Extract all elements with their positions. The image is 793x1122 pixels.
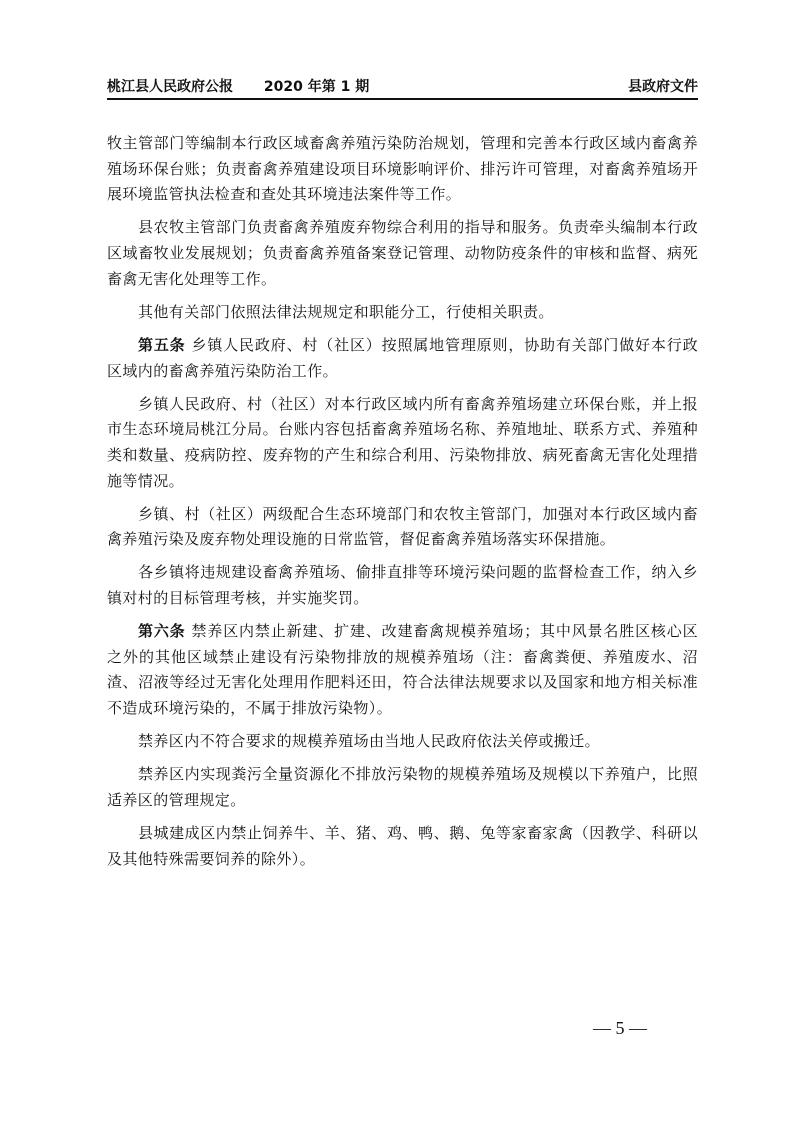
article-number: 第六条 [138,622,186,641]
paragraph: 乡镇人民政府、村（社区）对本行政区域内所有畜禽养殖场建立环保台账，并上报市生态环境局桃江分局。台账内容包括畜禽养殖场名称、养殖地址、联系方式、养殖种类和数量、疫病防控、废弃物的产生和综合利用、污染物排放、病死畜禽无害化处理措施等情况。 [107,394,698,490]
document-body [107,131,698,880]
article-number: 第五条 [138,335,186,354]
paragraph: 县农牧主管部门负责畜禽养殖废弃物综合利用的指导和服务。负责牵头编制本行政区域畜牧业发展规划；负责畜禽养殖备案登记管理、动物防疫条件的审核和监督、病死畜禽无害化处理等工作。 [107,218,698,288]
page-header [107,74,698,100]
paragraph: 禁养区内实现粪污全量资源化不排放污染物的规模养殖场及规模以下养殖户，比照适养区的管理规定。 [107,765,698,809]
paragraph: 乡镇、村（社区）两级配合生态环境部门和农牧主管部门，加强对本行政区域内畜禽养殖污染及废弃物处理设施的日常监管，督促畜禽养殖场落实环保措施。 [107,504,698,549]
article-paragraph [107,333,698,384]
issue-number: 2020 年第 1 期 [263,79,370,95]
paragraph: 县城建成区内禁止饲养牛、羊、猪、鸡、鸭、鹅、兔等家畜家禽（因教学、科研以及其他特殊需要饲养的除外）。 [107,823,698,868]
paragraph: 其他有关部门依照法律法规规定和职能分工，行使相关职责。 [138,302,554,321]
paragraph: 各乡镇将违规建设畜禽养殖场、偷排直排等环境污染问题的监督检查工作，纳入乡镇对村的目标管理考核，并实施奖罚。 [107,563,698,608]
article-paragraph [107,619,698,722]
page-number: — 5 — [593,1018,647,1038]
paragraph-text: 禁养区内禁止新建、扩建、改建畜禽规模养殖场；其中风景名胜区核心区之外的其他区域禁止建设有污染物排放的规模养殖场（注：畜禽粪便、养殖废水、沼渣、沼液等经过无害化处理用作肥料还田，符合法律法规要求以及国家和地方相关标准不造成环境污染的，不属于排放污染物）。 [107,622,698,718]
section-title: 县政府文件 [628,79,698,95]
publication-title: 桃江县人民政府公报 [107,79,233,95]
paragraph-text: 乡镇人民政府、村（社区）按照属地管理原则，协助有关部门做好本行政区域内的畜禽养殖污染防治工作。 [107,335,698,380]
header-left [107,76,369,96]
paragraph: 禁养区内不符合要求的规模养殖场由当地人民政府依法关停或搬迁。 [138,732,601,751]
paragraph: 牧主管部门等编制本行政区域畜禽养殖污染防治规划，管理和完善本行政区域内畜禽养殖场环保台账；负责畜禽养殖建设项目环境影响评价、排污许可管理，对畜禽养殖场开展环境监管执法检查和查处其环境违法案件等工作。 [107,134,698,204]
